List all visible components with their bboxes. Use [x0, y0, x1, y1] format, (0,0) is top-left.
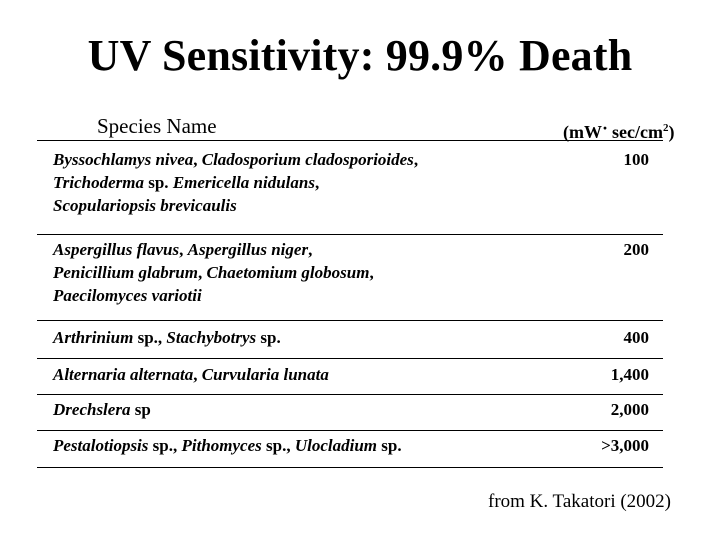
species-name: Byssochlamys nivea [53, 150, 194, 169]
species-name: Pithomyces [181, 436, 262, 455]
species-line [53, 238, 523, 261]
dose-value: 200 [623, 240, 649, 259]
species-cell [53, 398, 523, 421]
species-name: Paecilomyces variotii [53, 286, 202, 305]
species-text: sp., [148, 436, 182, 455]
species-text: , [308, 240, 313, 259]
species-name: Curvularia lunata [201, 365, 329, 384]
species-text: , [314, 173, 320, 192]
species-name: Scopulariopsis brevicaulis [53, 196, 237, 215]
species-name: Drechslera [53, 400, 131, 419]
species-name: Alternaria alternata [53, 365, 194, 384]
species-name: Stachybotrys [166, 328, 257, 347]
table-rule [37, 234, 663, 235]
species-name: Arthrinium [53, 328, 134, 347]
species-name: Emericella nidulans [172, 173, 315, 192]
dose-value: 400 [623, 328, 649, 347]
unit-exponent: 2 [662, 122, 669, 134]
page-title: UV Sensitivity: 99.9% Death [87, 31, 633, 80]
unit-close: ) [668, 122, 675, 142]
species-name: Pestalotiopsis [53, 436, 149, 455]
table-rule [37, 320, 663, 321]
species-name: Aspergillus flavus [53, 240, 180, 259]
dose-value: 2,000 [610, 400, 649, 419]
species-cell [53, 434, 523, 457]
unit-dot: · [602, 118, 609, 138]
source-credit: from K. Takatori (2002) [488, 491, 671, 512]
species-line [53, 326, 523, 349]
species-text: , [413, 150, 419, 169]
species-cell [53, 148, 523, 217]
unit-rest: sec/cm [612, 122, 663, 142]
species-name: Aspergillus niger [187, 240, 309, 259]
species-line [53, 261, 523, 284]
species-cell [53, 363, 523, 386]
species-text: sp [130, 400, 151, 419]
species-name: Chaetomium globosum [206, 263, 370, 282]
species-line [53, 194, 523, 217]
species-text: sp., [261, 436, 295, 455]
table-rule [37, 394, 663, 395]
species-text: sp., [133, 328, 167, 347]
dose-value: >3,000 [601, 436, 649, 455]
species-line [53, 434, 523, 457]
species-text: sp. [256, 328, 281, 347]
species-text: , [198, 263, 207, 282]
table-rule [37, 467, 663, 468]
species-line [53, 148, 523, 171]
species-text: sp. [143, 173, 173, 192]
species-cell [53, 326, 523, 349]
species-column-header: Species Name [97, 114, 217, 138]
table-rule [37, 358, 663, 359]
species-text: sp. [377, 436, 402, 455]
dose-value: 1,400 [610, 365, 649, 384]
unit-main: (mW [563, 122, 602, 142]
table-rule [37, 430, 663, 431]
species-name: Cladosporium cladosporioides [201, 150, 414, 169]
species-line [53, 171, 523, 194]
species-name: Ulocladium [294, 436, 377, 455]
species-text: , [179, 240, 188, 259]
species-line [53, 284, 523, 307]
dose-value: 100 [623, 150, 649, 169]
table-rule [37, 140, 663, 141]
species-name: Trichoderma [53, 173, 144, 192]
species-line [53, 363, 523, 386]
species-text: , [193, 150, 202, 169]
species-text: , [193, 365, 202, 384]
species-line [53, 398, 523, 421]
species-text: , [369, 263, 374, 282]
species-name: Penicillium glabrum [53, 263, 198, 282]
species-cell [53, 238, 523, 307]
